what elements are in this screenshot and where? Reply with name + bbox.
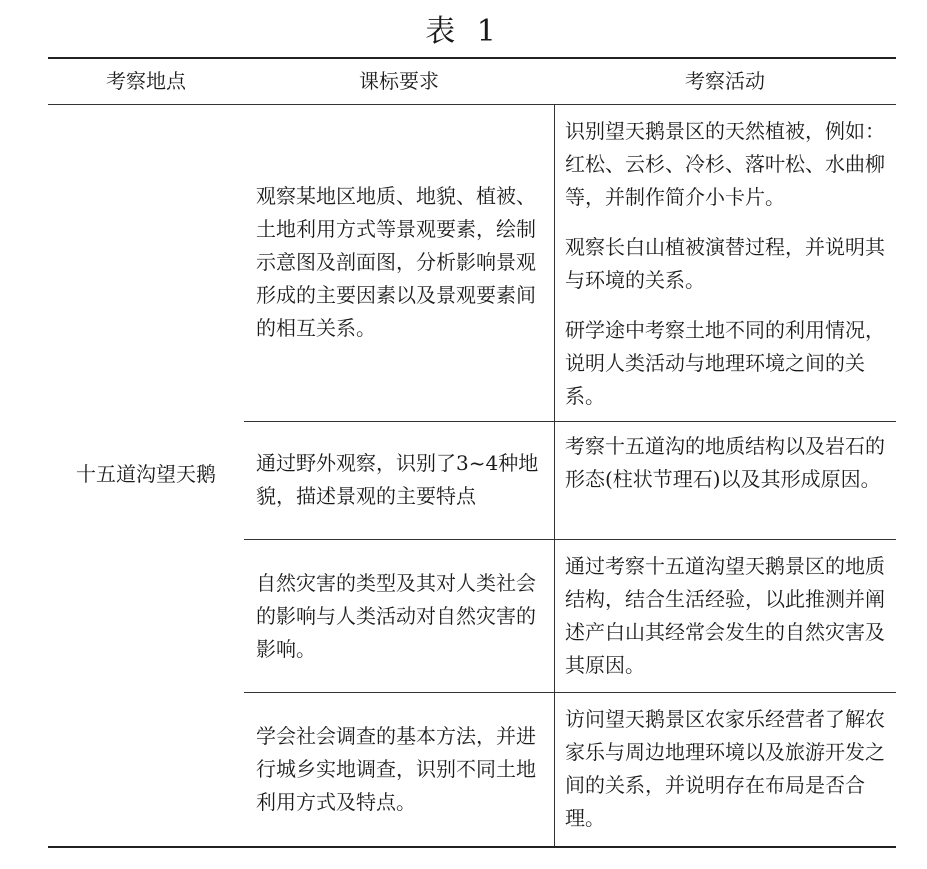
activity-cell: 识别望天鹅景区的天然植被，例如：红松、云杉、冷杉、落叶松、水曲柳等，并制作简介小卡片。	[565, 119, 885, 209]
row-rule	[244, 539, 896, 540]
column-divider	[554, 104, 555, 846]
row-rule	[244, 421, 896, 422]
header-location: 考察地点	[106, 69, 186, 93]
requirement-cell: 观察某地区地质、地貌、植被、土地利用方式等景观要素，绘制示意图及剖面图，分析影响景观形成的主要因素以及景观要素间的相互关系。	[256, 184, 536, 340]
requirement-cell: 学会社会调查的基本方法，并进行城乡实地调查，识别不同土地利用方式及特点。	[256, 724, 536, 814]
header-rule	[48, 104, 896, 105]
activity-cell: 访问望天鹅景区农家乐经营者了解农家乐与周边地理环境以及旅游开发之间的关系，并说明存在布局是否合理。	[565, 707, 885, 830]
requirement-cell: 通过野外观察，识别了3~4种地貌，描述景观的主要特点	[256, 451, 539, 508]
location-cell: 十五道沟望天鹅	[76, 462, 216, 486]
header-activity: 考察活动	[685, 69, 765, 93]
activity-cell: 通过考察十五道沟望天鹅景区的地质结构，结合生活经验，以此推测并阐述产白山其经常会发生的自然灾害及其原因。	[565, 554, 885, 677]
requirement-cell: 自然灾害的类型及其对人类社会的影响与人类活动对自然灾害的影响。	[256, 571, 536, 661]
activity-cell: 考察十五道沟的地质结构以及岩石的形态(柱状节理石)以及其形成原因。	[565, 434, 885, 491]
activity-cell: 研学途中考察土地不同的利用情况，说明人类活动与地理环境之间的关系。	[565, 318, 885, 408]
table-bottom-rule	[48, 846, 896, 848]
activity-cell: 观察长白山植被演替过程，并说明其与环境的关系。	[565, 235, 885, 292]
header-requirement: 课标要求	[359, 69, 439, 93]
row-rule	[244, 692, 896, 693]
table-title: 表 1	[425, 14, 502, 49]
